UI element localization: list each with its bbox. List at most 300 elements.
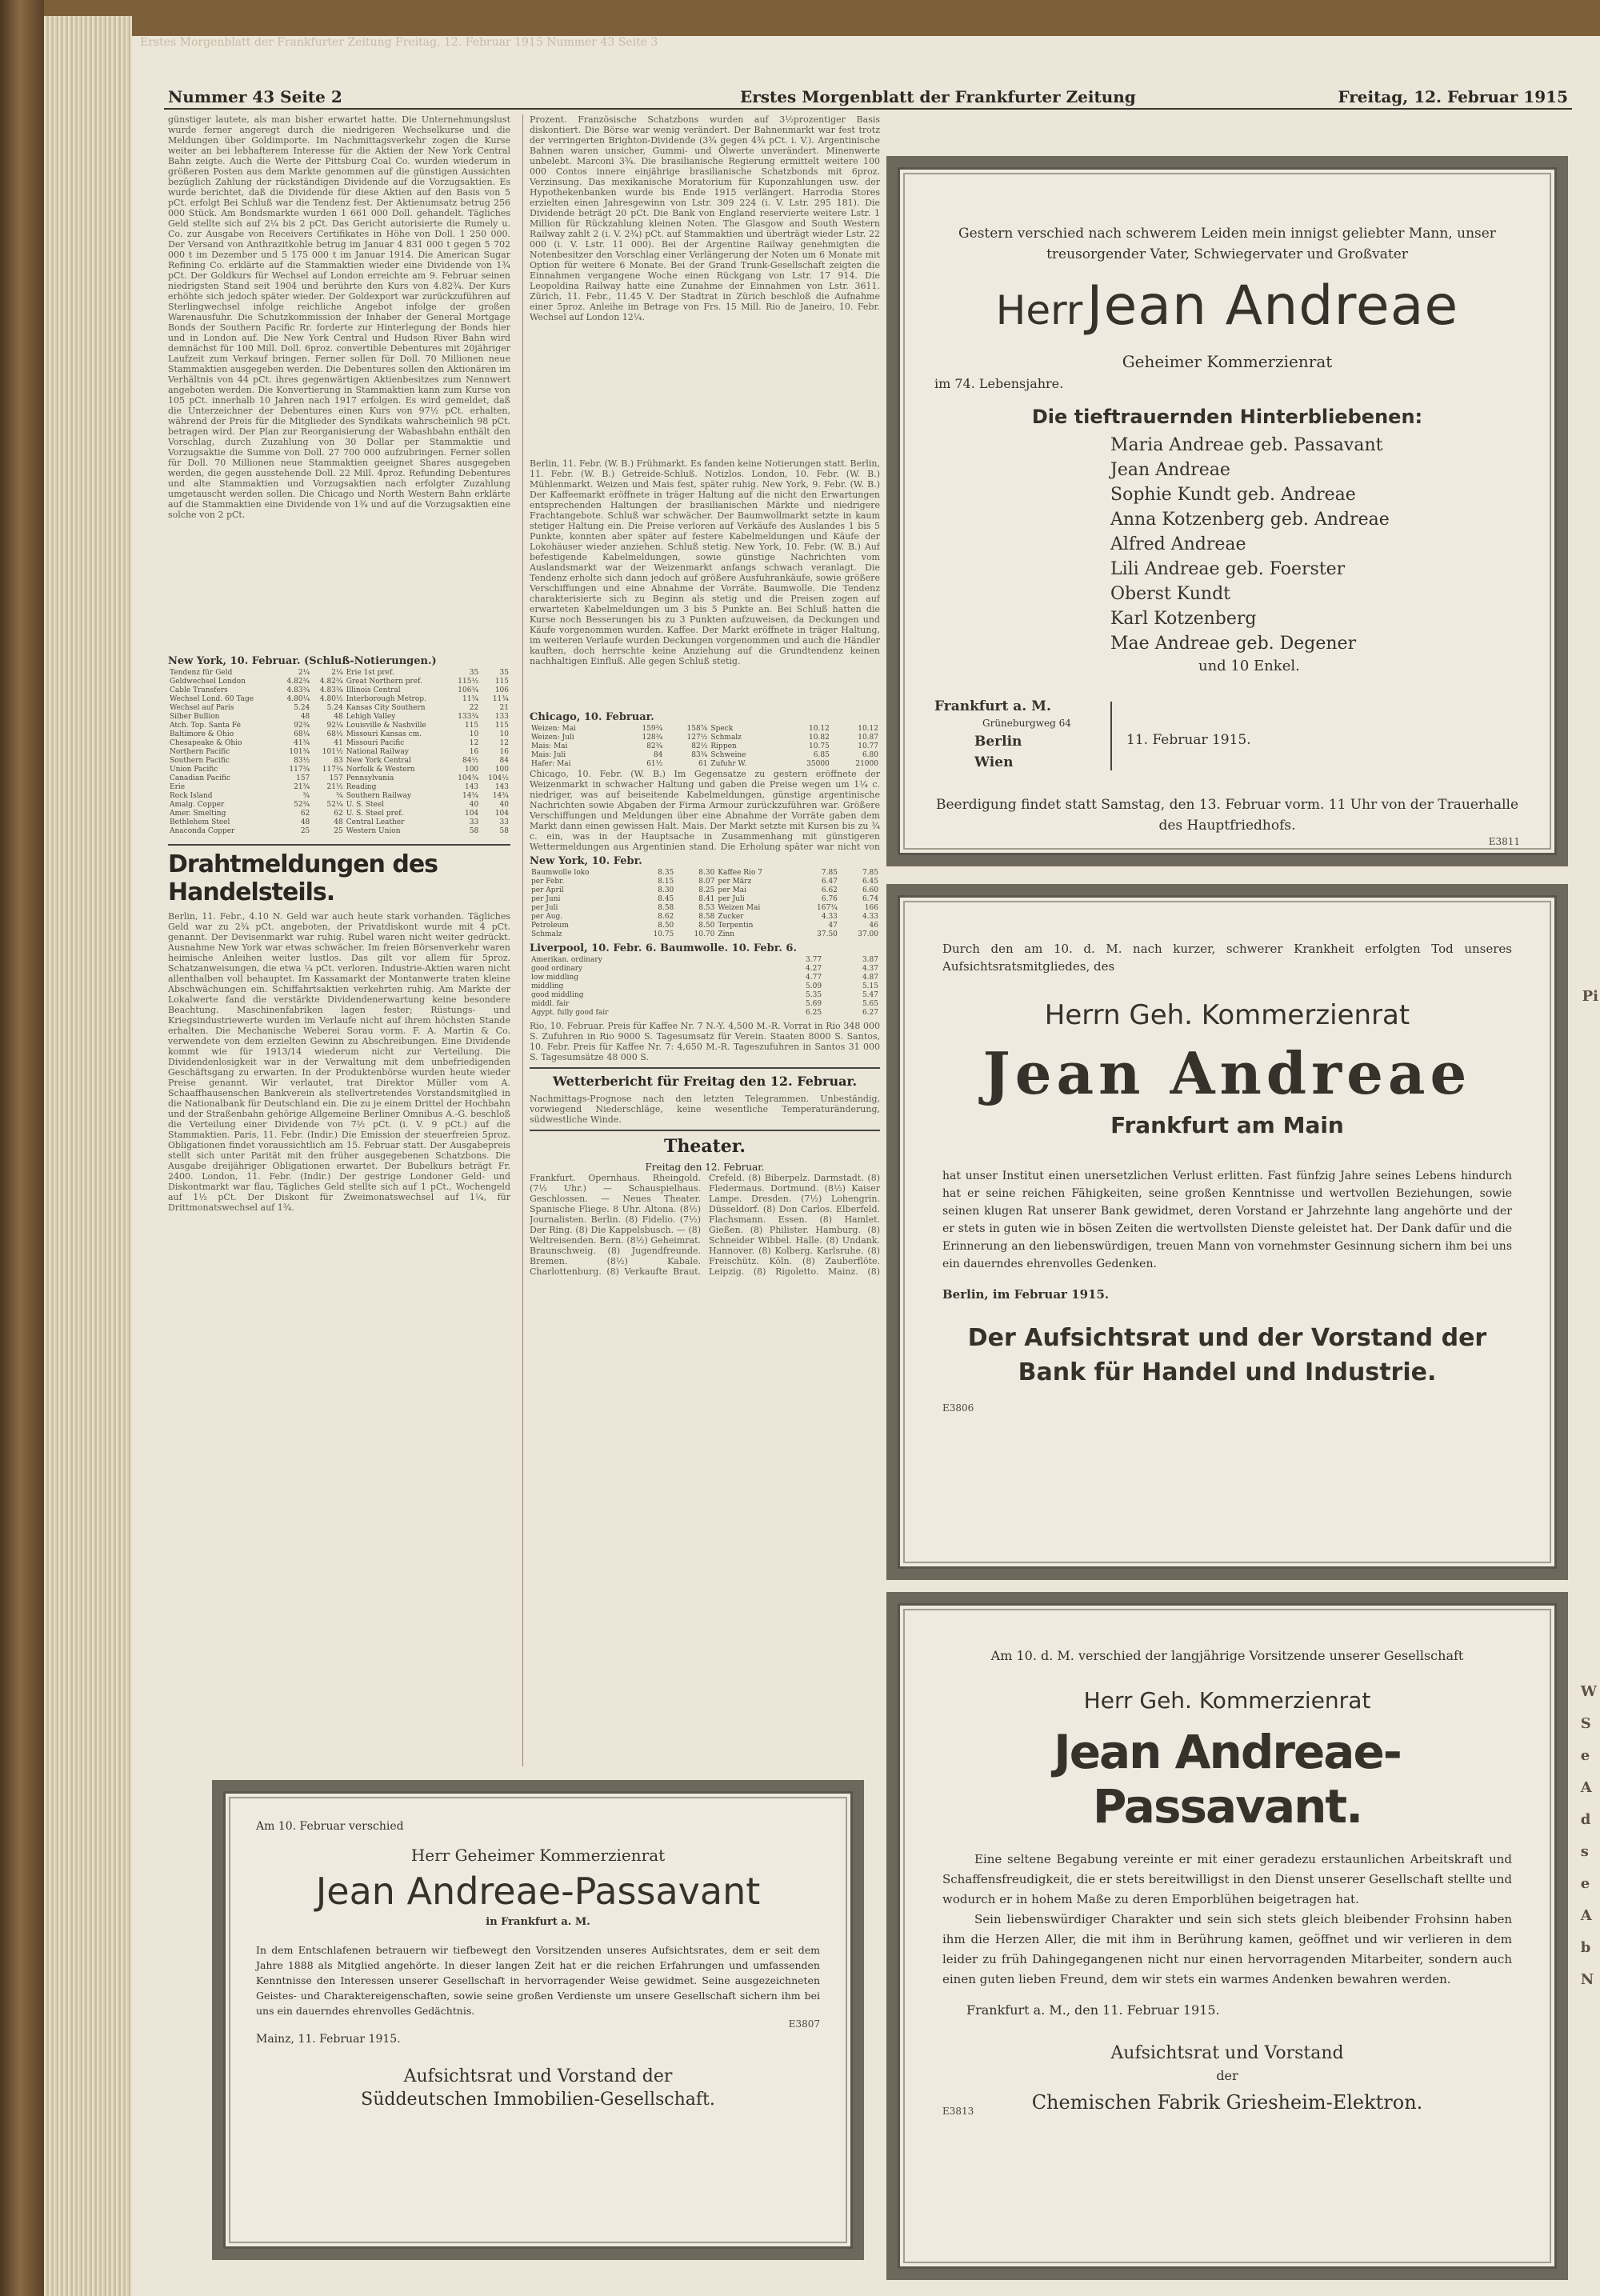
newyork-row-cell: 8.58: [658, 904, 674, 912]
newyork-row-cell: 166: [864, 904, 878, 912]
column-market-reports: [168, 114, 510, 1766]
facing-page-letter: b: [1580, 1939, 1591, 1956]
notice3-text1: Eine seltene Begabung vereinte er mit einer geradezu erstaunlichen Arbeitskraft und Schaffensfreudigkeit, die er stets bereitwilligst in den Dienst unserer Gesellschaft stellte und wodurch er in hohem Maße zu deren Emporblühen beigetragen hat.: [942, 1852, 1512, 1906]
nyse-row-cell: 115: [494, 722, 509, 730]
notice3-code: E3813: [942, 2106, 974, 2117]
newyork-row-cell: per Aug.: [531, 913, 563, 921]
nyse-row-cell: 5.24: [326, 704, 343, 712]
nyse-row: [168, 792, 510, 801]
liverpool-row-cell: 5.69: [806, 1000, 822, 1008]
newyork-row-cell: 10.70: [694, 930, 715, 938]
theater-title: Theater.: [530, 1130, 880, 1157]
nyse-row-cell: Wechsel Lond. 60 Tage: [170, 695, 254, 703]
liverpool-row-cell: good middling: [531, 991, 584, 999]
nyse-row: [168, 722, 510, 730]
newyork-row-cell: 46: [869, 922, 878, 930]
nyse-row-cell: 68¼: [294, 730, 310, 738]
drahtmeldungen-text: Berlin, 11. Febr., 4.10 N. Geld war auch heute stark vorhanden. Tägliches Geld war zu 2¾ pCt. angeboten, der Privatdiskont wurde mit 4 pCt. genannt. Der Devisenmarkt war ruhig. Rubel waren nicht weiter gedrückt. Ausnahme New York war etwas schwächer. Im freien Börsenverkehr waren heimische Anleihen weiter lustlos. Das gilt vor allem für 5proz. Schatzanweisungen, die etwa ¼ pCt. verloren. Industrie-Aktien waren nicht allenthalben voll behauptet. Im Kassamarkt der Montanwerte traten kleine Abschwächungen ein. Schiffahrtsaktien verkehrten ruhig. Am Markte der Lokalwerte fand die verstärkte Dividendenerwartung keine besondere Beachtung. Maschinenfabriken lagen fester; Rüstungs- und Kriegsindustriewerte wurden im Verlaufe nicht auf ihrem höchsten Stande erhalten. Die Mechanische Weberei Sorau vorm. F. A. Martin & Co. verwendete von dem erzielten Gewinn zu Abschreibungen. Eine Dividende kommt wie für 1913/14 wiederum nicht zur Verteilung. Die Dividendenlosigkeit war in der Verwaltung mit dem unbefriedigenden Geschäftsgang zu erwarten. In der Produktenbörse wurden heute wieder Preise genannt. Wir verlautet, trat Direktor Müller vom A. Schaaffhausenschen Bankverein als stellvertretendes Vorstandsmitglied in die Nationalbank für Deutschland ein. Die zu je einem Drittel der Hochbahn und der Straßenbahn gehörige Allgemeine Berliner Omnibus A.-G. beschloß die Verteilung einer Dividende von 7½ pCt. (i. V. 9 pCt.) auf die Stammaktien. Paris, 11. Febr. (Indir.) Die Emission der steuerfreien 5proz. Obligationen findet voraussichtlich am 15. Februar statt. Der Ausgabepreis stellt sich unter Parität mit den früher ausgegebenen Schatzbons. Die Ausgabe dreijähriger Obligationen erwartet. Der Bubelkurs beträgt Fr. 2400. London, 11. Febr. (Indir.) Der gestrige Londoner Geld- und Diskontmarkt war flau, Tägliches Geld stellte sich auf 1 pCt., Wochengeld auf 1½ pCt. Der Diskont für Zweimonatswechsel auf 1¼, für Drittmonatswechsel auf 1¾.: [168, 911, 510, 1213]
notice1-date: 11. Februar 1915.: [1126, 732, 1251, 748]
notice1-place: Frankfurt a. M.: [934, 698, 1051, 714]
nyse-row-cell: 48: [334, 713, 343, 721]
nyse-row-cell: Southern Pacific: [170, 757, 230, 765]
nyse-row-cell: Northern Pacific: [170, 748, 230, 756]
nyse-row-cell: 33: [499, 818, 509, 826]
liverpool-row: [530, 1009, 880, 1018]
nyse-row: [168, 818, 510, 827]
newyork-row-cell: Weizen Mai: [718, 904, 761, 912]
notice1-mourners-title: Die tieftrauernden Hinterbliebenen:: [1031, 406, 1423, 428]
liverpool-row-cell: 3.77: [806, 956, 822, 964]
newyork-row-cell: 167¾: [817, 904, 838, 912]
newyork-row-cell: 6.76: [821, 895, 838, 903]
nyse-row-cell: 41¾: [294, 739, 310, 747]
mourner-name: Sophie Kundt geb. Andreae: [1110, 485, 1356, 505]
nyse-row-cell: Cable Transfers: [170, 686, 228, 694]
mourner-name: Lili Andreae geb. Foerster: [1110, 559, 1346, 579]
nyse-row-cell: National Railway: [346, 748, 410, 756]
nyse-row: [168, 739, 510, 748]
chicago-row-cell: 128¾: [642, 734, 663, 742]
facing-page-letter: d: [1580, 1811, 1591, 1828]
nyse-table-title: New York, 10. Februar. (Schluß-Notierungen.): [168, 655, 437, 667]
nyse-row-cell: 4.82¾: [319, 678, 343, 686]
nyse-row-cell: 100: [494, 766, 509, 774]
newspaper-name: Erstes Morgenblatt der Frankfurter Zeitung: [740, 87, 1136, 106]
nyse-row-cell: 4.80½: [319, 695, 343, 703]
nyse-row-cell: Southern Railway: [346, 792, 412, 800]
notice1-name-prefix: Herr: [995, 287, 1083, 334]
newyork-row-cell: per März: [718, 878, 752, 886]
liverpool-row: [530, 965, 880, 974]
nyse-row: [168, 695, 510, 704]
nyse-row-cell: 68½: [326, 730, 343, 738]
nyse-row-cell: 48: [300, 818, 310, 826]
nyse-row: [168, 827, 510, 836]
newyork-row-cell: per Mai: [718, 886, 747, 894]
liverpool-row-cell: 4.77: [806, 974, 822, 982]
chicago-table: [530, 725, 880, 769]
chicago-row-cell: 158⅞: [686, 725, 708, 733]
mourner-name: Oberst Kundt: [1110, 584, 1230, 604]
nyse-row-cell: 52¼: [326, 801, 343, 809]
notice1-mourners-list: [1110, 433, 1520, 656]
newyork-row-cell: 47: [828, 922, 838, 930]
nyse-row-cell: 16: [469, 748, 479, 756]
notice1-location-block: [934, 698, 1520, 794]
mourner-name: Alfred Andreae: [1110, 534, 1246, 554]
chicago-row-cell: Mais: Mai: [531, 742, 568, 750]
newyork-row-cell: 4.33: [821, 913, 838, 921]
notice2-deceased-name: Jean Andreae: [982, 1039, 1472, 1107]
chicago-row-cell: Weizen: Juli: [531, 734, 574, 742]
chicago-row-cell: Speck: [710, 725, 734, 733]
nyse-row-cell: U. S. Steel: [346, 801, 385, 809]
nyse-row-cell: 11¾: [492, 695, 509, 703]
theater-date: Freitag den 12. Februar.: [645, 1162, 765, 1173]
facing-page-letter: e: [1580, 1747, 1590, 1764]
liverpool-cotton-table: [530, 956, 880, 1018]
facing-page-edge: [1578, 172, 1600, 2252]
newyork-row-cell: 8.35: [658, 869, 674, 877]
nyse-quotes-table: [168, 669, 510, 836]
page-number: Nummer 43 Seite 2: [168, 87, 342, 106]
liverpool-row: [530, 991, 880, 1000]
chicago-row-cell: 6.85: [813, 751, 830, 759]
newyork-row-cell: 37.50: [817, 930, 838, 938]
nyse-row: [168, 713, 510, 722]
nyse-row-cell: 84½: [462, 757, 479, 765]
nyse-row-cell: 40: [499, 801, 509, 809]
newyork-row-cell: 37.00: [858, 930, 878, 938]
notice2-intro: Durch den am 10. d. M. nach kurzer, schwerer Krankheit erfolgten Tod unseres Aufsichtsratsmitgliedes, des: [942, 942, 1512, 974]
nyse-row-cell: 4.82¾: [286, 678, 310, 686]
mourner-name: Mae Andreae geb. Degener: [1110, 634, 1357, 654]
nyse-row-cell: 16: [499, 748, 509, 756]
nyse-row-cell: 33: [469, 818, 479, 826]
newyork-row-cell: 6.45: [862, 878, 878, 886]
newyork-row-cell: 6.47: [821, 878, 838, 886]
nyse-row-cell: Missouri Pacific: [346, 739, 405, 747]
issue-date: Freitag, 12. Februar 1915: [1338, 87, 1568, 106]
nyse-row-cell: 143: [464, 783, 479, 791]
newyork-row-cell: per Juni: [531, 895, 561, 903]
notice4-deceased-name: Jean Andreae-Passavant: [315, 1870, 761, 1913]
nyse-row-cell: 83: [334, 757, 343, 765]
nyse-row-cell: 92¼: [326, 722, 343, 730]
nyse-row-cell: 21½: [326, 783, 343, 791]
newyork-row-cell: 8.50: [658, 922, 674, 930]
nyse-row-cell: 4.83¾: [286, 686, 310, 694]
theater-listings: Frankfurt. Opernhaus. Rheingold. (7½ Uhr.) — Schauspielhaus. Geschlossen. — Neues Theater. Spanische Fliege. 8 Uhr. Altona. (8½) Journalisten. Berlin. (8) Fidelio. (7½) Der Ring. (8) Die Kappelsbusch. — (8) Weltreisenden. Bern. (8½) Geheimrat. Braunschweig. (8) Jugendfreunde. Bremen. (8½) Kabale. Charlottenburg. (8) Verkaufte Braut. Crefeld. (8) Biberpelz. Darmstadt. (8) Fledermaus. Dortmund. (8½) Kaiser Lampe. Dresden. (7½) Lohengrin. Düsseldorf. (8) Don Carlos. Elberfeld. Flachsmann. Essen. (8) Hamlet. Gießen. (8) Philister. Hamburg. (8) Schneider Wibbel. Halle. (8) Undank. Hannover. (8) Kolberg. Karlsruhe. (8) Freischütz. Köln. (8) Zauberflöte. Leipzig. (8) Rigoletto. Mainz. (8): [530, 1173, 880, 1277]
death-notice-bank: [886, 884, 1568, 1580]
facing-page-letters: [1581, 1676, 1597, 1996]
liverpool-row-cell: 6.27: [862, 1009, 878, 1017]
notice1-name-line: [934, 274, 1520, 352]
nyse-row-cell: 117¾: [289, 766, 310, 774]
newyork-row-cell: Zinn: [718, 930, 735, 938]
liverpool-row-cell: 5.15: [862, 982, 878, 990]
chicago-report-text: Chicago, 10. Febr. (W. B.) Im Gegensatze zu gestern eröffnete der Weizenmarkt in schwacher Haltung und gaben die Preise wegen um 1¼ c. niedriger, was auf beiseitende Kabelmeldungen, günstige argentinische Nachrichten sowie Abgaben der Firma Armour zurückzuführen war. Größere Verschiffungen und Meldungen über eine Abnahme der Vorräte gaben dem Markt dann einen gewissen Halt. Mais. Der Markt setzte mit Kursen bis zu ¾ c. ein, was in der Hauptsache in Zusammenhang mit günstigeren Wettermeldungen aus Argentinien stand. Die Erholung später war nicht von: [530, 769, 880, 852]
nyse-row-cell: Missouri Kansas cm.: [346, 730, 422, 738]
nyse-row-cell: 58: [499, 827, 509, 835]
nyse-row-cell: Louisville & Nashville: [346, 722, 426, 730]
notice4-signature-line2: Süddeutschen Immobilien-Gesellschaft.: [361, 2090, 715, 2110]
nyse-row-cell: 11¾: [462, 695, 479, 703]
nyse-row-cell: Erie: [170, 783, 186, 791]
page-header: [164, 86, 1572, 110]
newyork-row-cell: 10.75: [653, 930, 674, 938]
chicago-row-cell: 159¾: [642, 725, 663, 733]
chicago-row-cell: 10.12: [858, 725, 878, 733]
notice3-intro: Am 10. d. M. verschied der langjährige Vorsitzende unserer Gesellschaft: [990, 1648, 1464, 1663]
notice1-place-wien: Wien: [974, 754, 1014, 770]
liverpool-row: [530, 956, 880, 965]
newyork-row-cell: 8.07: [698, 878, 715, 886]
nyse-row-cell: Rock Island: [170, 792, 213, 800]
nyse-row-cell: Union Pacific: [170, 766, 218, 774]
nyse-row-cell: 14¾: [462, 792, 479, 800]
liverpool-row: [530, 982, 880, 991]
nyse-row-cell: Interborough Metrop.: [346, 695, 426, 703]
chicago-row-cell: 83¾: [691, 751, 708, 759]
liverpool-row-cell: 4.87: [862, 974, 878, 982]
product-markets-text: Berlin, 11. Febr. (W. B.) Frühmarkt. Es fanden keine Notierungen statt. Berlin, 11. Febr. (W. B.) Getreide-Schluß. Notizlos. London, 10. Febr. (W. B.) Mühlenmarkt. Weizen und Mais fest, später ruhig. New York, 9. Febr. (W. B.) Der Kaffeemarkt eröffnete in träger Haltung auf die nicht den Erwartungen entsprechenden Haltungen der brasilianischen Märkte und niedrigere Frachtangebote. Schluß war schwächer. Der Baumwollmarkt setzte in kaum stetiger Haltung ein. Die Preise verloren auf Verkäufe des Auslandes 1 bis 5 Punkte, konnten aber später auf festere Kabelmeldungen und Käufe der Lokohäuser wieder anziehen. Schluß stetig. New York, 10. Febr. (W. B.) Auf befestigende Kabelmeldungen, sowie günstige Nachrichten vom Auslandsmarkt war der Weizenmarkt anfangs schwach veranlagt. Die Tendenz erholte sich dann jedoch auf größere Ausfuhrankäufe, sowie größere Verschiffungen und eine Abnahme der Vorräte. Baumwolle. Die Tendenz charakterisierte sich zu Beginn als stetig und die Preisen zogen auf erwarteten Kabelmeldungen um 3 bis 5 Punkte an. Bei Schluß hatten die Kurse noch Besserungen bis zu 3 Punkten aufzuweisen, da Deckungen und Käufe vorgenommen wurden. Kaffee. Der Markt eröffnete in träger Haltung, im weiteren Verlaufe wurden Deckungen vorgenommen und auch die Händler kauften, doch herrschte keine Anziehung auf die Grundtendenz keinen nachhaltigen Einfluß. Alle gegen Schluß stetig.: [530, 458, 880, 666]
nyse-row-cell: 14¾: [492, 792, 509, 800]
newyork-row-cell: 8.41: [698, 895, 715, 903]
rio-santos-text: Rio, 10. Februar. Preis für Kaffee Nr. 7 N.-Y. 4,500 M.-R. Vorrat in Rio 348 000 S. Zufuhren in Rio 9000 S. Tagesumsatz für Verein. Staaten 8000 S. Santos, 10. Febr. Preis für Kaffee Nr. 7: 4,650 M.-R. Tageszufuhren in Santos 31 000 S. Tagesumsätze 48 000 S.: [530, 1021, 880, 1062]
nyse-row-cell: 10: [469, 730, 479, 738]
mourner-name: Jean Andreae: [1110, 460, 1230, 480]
nyse-row-cell: 2¼: [298, 669, 310, 677]
nyse-row-cell: 106¾: [458, 686, 479, 694]
nyse-row: [168, 748, 510, 757]
nyse-row-cell: 115½: [458, 678, 479, 686]
chicago-row-cell: 21000: [855, 760, 878, 768]
nyse-row-cell: 5.24: [294, 704, 310, 712]
nyse-row-cell: Central Leather: [346, 818, 405, 826]
nyse-row-cell: 41: [334, 739, 343, 747]
nyse-row-cell: 10: [499, 730, 509, 738]
newyork-row-cell: 8.30: [658, 886, 674, 894]
nyse-row-cell: Chesapeake & Ohio: [170, 739, 242, 747]
notice4-place: in Frankfurt a. M.: [486, 1916, 590, 1928]
newyork-row-cell: Baumwolle loko: [531, 869, 590, 877]
nyse-row-cell: Canadian Pacific: [170, 774, 231, 782]
nyse-row-cell: 48: [334, 818, 343, 826]
newyork-row: [530, 895, 880, 904]
nyse-row-cell: 83½: [294, 757, 310, 765]
newyork-row-cell: per April: [531, 886, 564, 894]
nyse-row-cell: 35: [469, 669, 479, 677]
newyork-row-cell: 8.53: [698, 904, 715, 912]
notice2-code: E3806: [942, 1402, 974, 1414]
liverpool-row-cell: Ägypt. fully good fair: [531, 1009, 609, 1017]
notice4-signature-line1: Aufsichtsrat und Vorstand der: [403, 2066, 673, 2086]
newyork-row-cell: per Juli: [718, 895, 745, 903]
chicago-row-cell: Hafer: Mai: [531, 760, 571, 768]
nyse-row-cell: 115: [494, 678, 509, 686]
notice3-text2: Sein liebenswürdiger Charakter und sein sich stets gleich bleibender Frohsinn haben ihm die Herzen Aller, die mit ihm in Berührung kamen, geöffnet und wir verlieren in dem leider zu früh Dahingegangenen nicht nur einen hervorragenden Mitarbeiter, sondern auch einen guten lieben Freund, dem wir stets ein warmes Andenken bewahren werden.: [942, 1912, 1512, 1986]
chicago-row-cell: 10.12: [809, 725, 830, 733]
notice2-place: Frankfurt am Main: [1110, 1112, 1344, 1138]
nyse-row-cell: Geldwechsel London: [170, 678, 246, 686]
newyork-row-cell: Zucker: [718, 913, 744, 921]
notice2-title: Herrn Geh. Kommerzienrat: [1044, 999, 1410, 1031]
chicago-row-cell: 61½: [646, 760, 663, 768]
death-notice-immobilien: [212, 1780, 864, 2260]
nyse-row-cell: ¾: [335, 792, 343, 800]
liverpool-row: [530, 1000, 880, 1009]
liverpool-row-cell: middling: [531, 982, 564, 990]
nyse-row: [168, 766, 510, 774]
nyse-row-cell: 101½: [322, 748, 343, 756]
nyse-row-cell: 25: [334, 827, 343, 835]
liverpool-row-cell: middl. fair: [531, 1000, 570, 1008]
newyork-row: [530, 913, 880, 922]
notice3-signature-line1: Aufsichtsrat und Vorstand: [1110, 2043, 1344, 2063]
notice1-grandchildren: und 10 Enkel.: [1198, 658, 1300, 674]
nyse-row-cell: 62: [334, 810, 343, 818]
nyse-row: [168, 757, 510, 766]
liverpool-row-cell: good ordinary: [531, 965, 583, 973]
nyse-row: [168, 686, 510, 695]
notice3-title: Herr Geh. Kommerzienrat: [1083, 1687, 1371, 1714]
nyse-row-cell: Erie 1st pref.: [346, 669, 394, 677]
nyse-row-cell: Atch. Top. Santa Fé: [170, 722, 241, 730]
nyse-row-cell: New York Central: [346, 757, 411, 765]
chicago-row-cell: 35000: [806, 760, 830, 768]
notice3-date: Frankfurt a. M., den 11. Februar 1915.: [966, 2002, 1220, 2018]
nyse-row: [168, 730, 510, 739]
newyork-row-cell: 8.50: [698, 922, 715, 930]
notice3-signature-line3: Chemischen Fabrik Griesheim-Elektron.: [1031, 2091, 1423, 2114]
chicago-row-cell: 6.80: [862, 751, 878, 759]
nyse-row-cell: 157: [329, 774, 343, 782]
chicago-row-cell: 10.82: [809, 734, 830, 742]
chicago-row: [530, 734, 880, 742]
nyse-row-cell: 62: [300, 810, 310, 818]
notice1-code: E3811: [1488, 836, 1520, 847]
notice4-intro: Am 10. Februar verschied: [256, 1820, 404, 1833]
nyse-row: [168, 704, 510, 713]
liverpool-row-cell: 5.47: [862, 991, 878, 999]
chicago-row-cell: Zufuhr W.: [710, 760, 747, 768]
nyse-row-cell: 143: [494, 783, 509, 791]
nyse-row-cell: 52¾: [294, 801, 310, 809]
nyse-row-cell: 84: [499, 757, 509, 765]
nyse-row-cell: Anaconda Copper: [170, 827, 235, 835]
nyse-row-cell: Silber Bullion: [170, 713, 220, 721]
nyse-row-cell: 115: [464, 722, 479, 730]
mourner-name: Maria Andreae geb. Passavant: [1110, 435, 1383, 455]
newyork-row-cell: 8.30: [698, 869, 715, 877]
nyse-row: [168, 678, 510, 686]
chicago-row-cell: 127½: [686, 734, 708, 742]
chicago-row-cell: Schmalz: [710, 734, 742, 742]
notice2-signature-line2: Bank für Handel und Industrie.: [1018, 1358, 1437, 1386]
notice4-text: In dem Entschlafenen betrauern wir tiefbewegt den Vorsitzenden unseres Aufsichtsrates, dem er seit dem Jahre 1888 als Mitglied angehörte. In dieser langen Zeit hat er die reichen Erfahrungen und umfassenden Kenntnisse den Interessen unserer Gesellschaft in hervorragender Weise gewidmet. Seine ausgezeichneten Geistes- und Charaktereigenschaften, sowie seine großen Verdienste um unsere Gesellschaft sichern ihm bei uns ein dauerndes ehrenvolles Gedächtnis.: [256, 1944, 820, 2017]
chicago-row-cell: 84: [653, 751, 663, 759]
facing-page-text: Pi: [1582, 988, 1598, 1005]
notice2-signature-line1: Der Aufsichtsrat und der Vorstand der: [967, 1324, 1487, 1352]
liverpool-row-cell: 4.27: [806, 965, 822, 973]
mourner-name: Karl Kotzenberg: [1110, 609, 1257, 629]
facing-page-letter: s: [1580, 1843, 1589, 1860]
liverpool-row-cell: 4.37: [862, 965, 878, 973]
newyork-row-cell: Terpentin: [718, 922, 754, 930]
newyork-row-cell: 8.58: [698, 913, 715, 921]
liverpool-row-cell: 6.25: [806, 1009, 822, 1017]
nyse-row-cell: Kansas City Southern: [346, 704, 426, 712]
chicago-row-cell: 82½: [691, 742, 708, 750]
chicago-row: [530, 725, 880, 734]
notice1-brace: [1110, 702, 1112, 770]
notice1-age: im 74. Lebensjahre.: [934, 376, 1064, 391]
nyse-row-cell: 25: [300, 827, 310, 835]
nyse-row-cell: Pennsylvania: [346, 774, 394, 782]
chicago-row-cell: 10.75: [809, 742, 830, 750]
liverpool-row-cell: 5.65: [862, 1000, 878, 1008]
nyse-row-cell: 4.83¾: [319, 686, 343, 694]
notice3-deceased-name: Jean Andreae-Passavant.: [1054, 1725, 1401, 1834]
liverpool-row: [530, 974, 880, 982]
nyse-row-cell: 104¾: [458, 774, 479, 782]
chicago-row-cell: Rippen: [710, 742, 737, 750]
nyse-row-cell: Baltimore & Ohio: [170, 730, 234, 738]
facing-page-letter: e: [1580, 1875, 1590, 1892]
newyork-row-cell: 8.25: [698, 886, 715, 894]
notice2-date: Berlin, im Februar 1915.: [942, 1287, 1110, 1302]
liverpool-row-cell: 5.09: [806, 982, 822, 990]
newyork-row-cell: per Febr.: [531, 878, 565, 886]
newyork-commodities-table: [530, 869, 880, 939]
nyse-row-cell: U. S. Steel pref.: [346, 810, 404, 818]
facing-page-letter: N: [1580, 1971, 1594, 1988]
nyse-row: [168, 810, 510, 818]
nyse-row-cell: Tendenz für Geld: [170, 669, 233, 677]
facing-page-letter: A: [1580, 1779, 1592, 1796]
liverpool-row-cell: Amerikan. ordinary: [531, 956, 602, 964]
nyse-row-cell: 12: [469, 739, 479, 747]
chicago-row-cell: Weizen: Mai: [531, 725, 576, 733]
liverpool-row-cell: low middling: [531, 974, 579, 982]
newyork-row-cell: 6.60: [862, 886, 878, 894]
nyse-row-cell: ¾: [302, 792, 310, 800]
newyork-row-cell: Kaffee Rio 7: [718, 869, 762, 877]
newyork-row: [530, 886, 880, 895]
nyse-row: [168, 783, 510, 792]
newyork-row-cell: Schmalz: [531, 930, 562, 938]
nyse-row-cell: Amalg. Copper: [170, 801, 225, 809]
london-report-text: Prozent. Französische Schatzbons wurden auf 3½prozentiger Basis diskontiert. Die Börse war wenig verändert. Der Bahnenmarkt war fest trotz der verringerten Brighton-Dividende (3¾ gegen 4¾ pCt. i. V.). Argentinische Bahnen waren unsicher, Gummi- und Ölwerte unverändert. Minenwerte unbelebt. Marconi 3¾. Die brasilianische Regierung ermittelt weitere 100 000 Contos innere einjährige brasilianische Schatzbonds mit 6proz. Verzinsung. Das mexikanische Moratorium für Kuponzahlungen usw. der Hypothekenbanken wurde bis Ende 1915 verlängert. Harrodia Stores erzielten einen Jahresgewinn von Lstr. 309 224 (i. V. Lstr. 295 181). Die Dividende beträgt 20 pCt. Die Bank von England reservierte weitere Lstr. 1 Million für Rückzahlung kleinen Noten. The Glasgow and South Western Railway zahlt 2 (i. V. 2¾) pCt. auf Stammaktien und überträgt wieder Lstr. 22 000 (i. V. Lstr. 11 000). Bei der Argentine Railway genehmigten die Notenbesitzer den Vorschlag einer Verlängerung der Noten um 6 Monate mit Option für weitere 6 Monate. Bei der Grand Trunk-Gesellschaft zeigten die Einnahmen vergangene Woche einen Rückgang von Lstr. 17 914. Die Leopoldina Railway hatte eine Zunahme der Einnahmen von Lstr. 3611. Zürich, 11. Febr., 11.45 V. Der Stadtrat in Zürich beschloß die Aufnahme einer 5proz. Anleihe im Betrage von Frs. 15 Mill. Rio de Janeiro, 10. Febr. Wechsel auf London 12¼.: [530, 114, 880, 322]
newyork-row-cell: 7.85: [821, 869, 838, 877]
nyse-row-cell: 104: [494, 810, 509, 818]
nyse-row-cell: 101¾: [289, 748, 310, 756]
mourner-name: Anna Kotzenberg geb. Andreae: [1110, 510, 1390, 530]
nyse-row-cell: 133: [494, 713, 509, 721]
nyse-row-cell: 12: [499, 739, 509, 747]
newyork-row: [530, 930, 880, 939]
chicago-title: Chicago, 10. Februar.: [530, 711, 654, 723]
notice1-funeral-info: Beerdigung findet statt Samstag, den 13. Februar vorm. 11 Uhr von der Trauerhalle des Hauptfriedhofs.: [935, 797, 1519, 834]
nyse-row-cell: Western Union: [346, 827, 401, 835]
notice1-place-berlin: Berlin: [974, 734, 1022, 750]
nyse-row: [168, 801, 510, 810]
nyse-row-cell: 100: [464, 766, 479, 774]
notice4-code: E3807: [788, 2018, 820, 2030]
newyork-row-cell: 8.62: [658, 913, 674, 921]
chicago-row: [530, 760, 880, 769]
column-commodities: [522, 114, 880, 1766]
newyork-row: [530, 869, 880, 878]
newyork-commodities-title: New York, 10. Febr.: [530, 855, 642, 867]
liverpool-row-cell: 5.35: [806, 991, 822, 999]
nyse-row-cell: 117¾: [322, 766, 343, 774]
notice2-text: hat unser Institut einen unersetzlichen Verlust erlitten. Fast fünfzig Jahre seines Lebens hindurch hat er seine reichen Fähigkeiten, seine großen Kenntnisse und wertvollen Beziehungen, sowie seinen klugen Rat unserer Bank gewidmet, deren Vorstand er Jahrzehnte lang angehörte und der er stets in guten wie in bösen Zeiten die wertvollsten Dienste geleistet hat. Der Dank dafür und die Erinnerung an den liebenswürdigen, treuen Mann von vornehmster Gesinnung sichern ihm bei uns ein dauerndes ehrenvolles Gedenken.: [942, 1170, 1512, 1270]
weather-text: Nachmittags-Prognose nach den letzten Telegrammen. Unbeständig, vorwiegend Niederschläge, keine wesentliche Temperaturänderung, südwestliche Winde.: [530, 1094, 880, 1125]
book-binding: [0, 0, 44, 2296]
newyork-row-cell: per Juli: [531, 904, 558, 912]
nyse-row-cell: Norfolk & Western: [346, 766, 415, 774]
nyse-row-cell: Illinois Central: [346, 686, 401, 694]
facing-page-letter: A: [1580, 1907, 1592, 1924]
newyork-row-cell: 6.62: [821, 886, 838, 894]
nyse-row-cell: 104: [464, 810, 479, 818]
chicago-row-cell: Schweine: [710, 751, 746, 759]
nyse-row-cell: 40: [469, 801, 479, 809]
page-edges: [44, 16, 132, 2296]
liverpool-row-cell: 3.87: [862, 956, 878, 964]
